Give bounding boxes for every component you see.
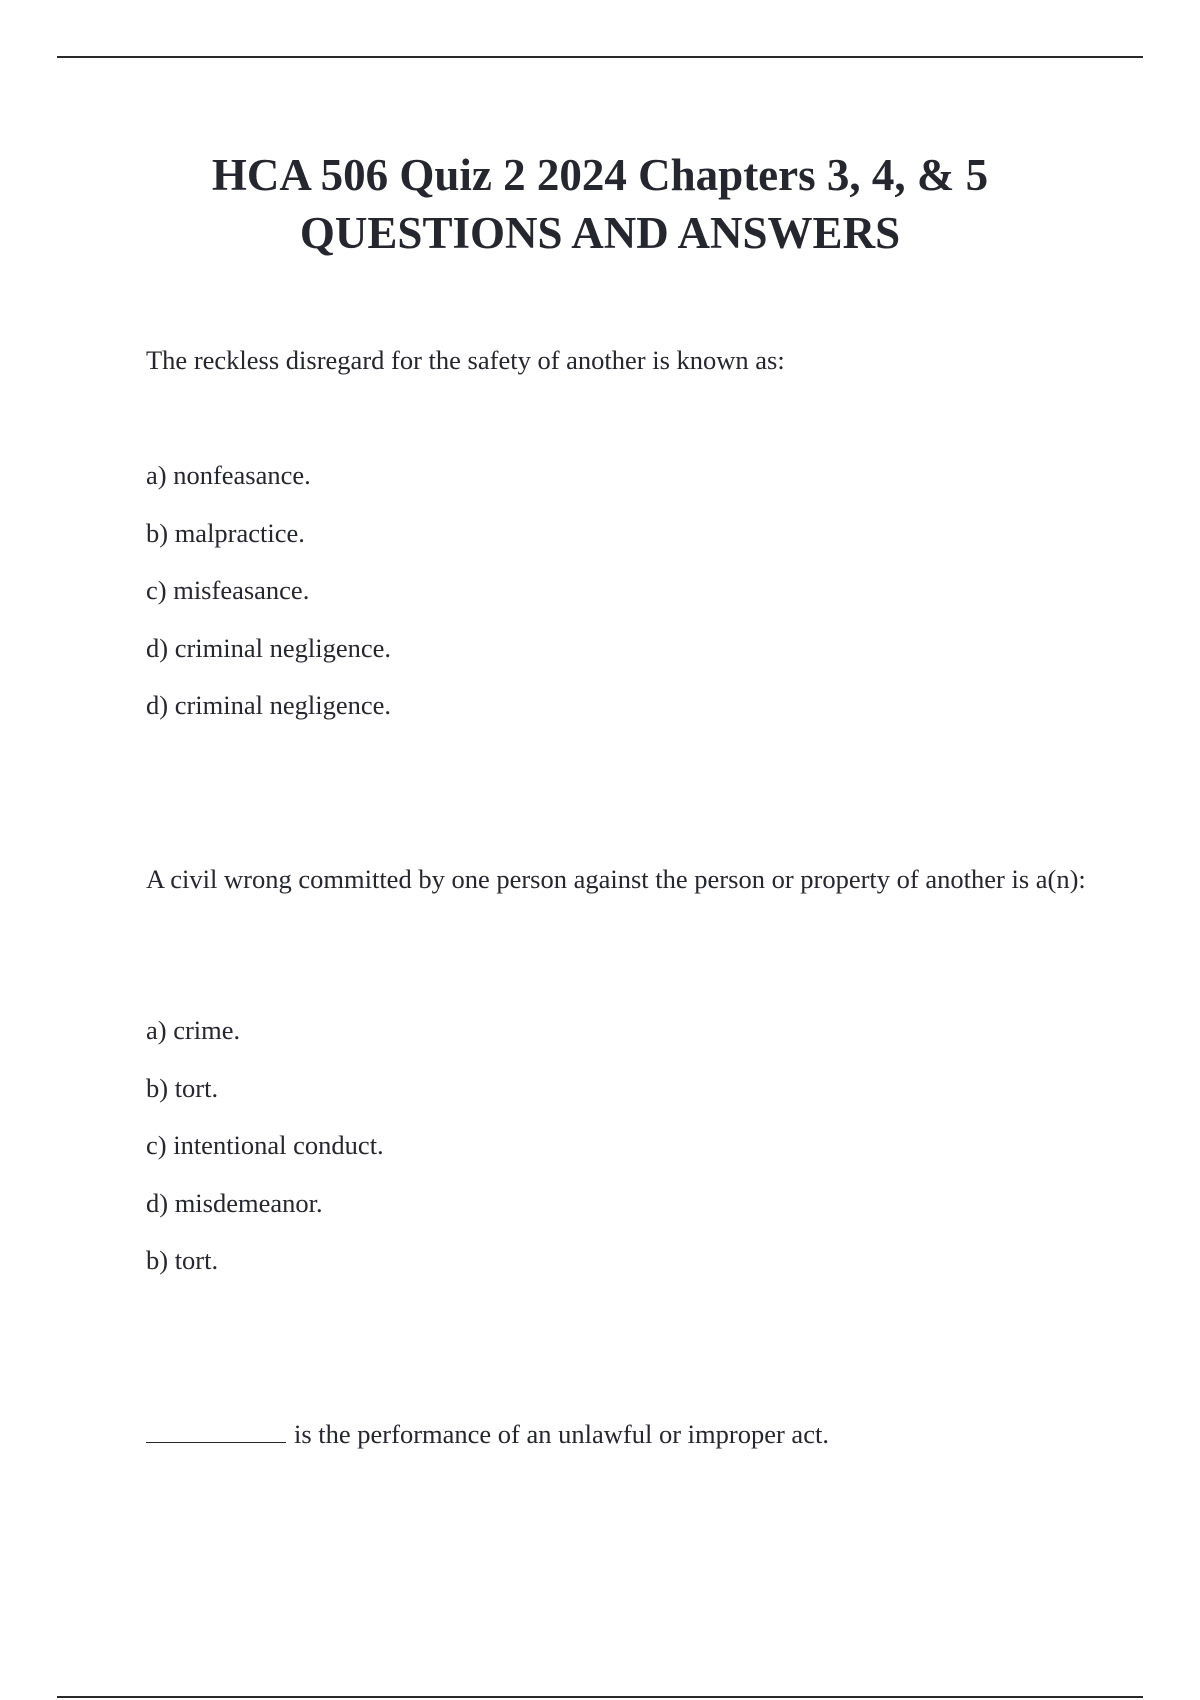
question-2-option-c: c) intentional conduct. — [146, 1130, 384, 1160]
bottom-divider — [57, 1696, 1143, 1698]
document-title — [100, 146, 1100, 262]
question-1-answer: d) criminal negligence. — [146, 690, 392, 720]
question-2-answer: b) tort. — [146, 1245, 219, 1275]
top-divider — [57, 56, 1143, 58]
question-2-option-d: d) misdemeanor. — [146, 1188, 323, 1218]
question-2-prompt: A civil wrong committed by one person against the person or property of another is a(n): — [146, 864, 1086, 894]
question-1-option-c: c) misfeasance. — [146, 575, 310, 605]
fill-in-blank — [146, 1420, 286, 1443]
question-1-option-b: b) malpractice. — [146, 518, 305, 548]
question-2-option-b: b) tort. — [146, 1073, 219, 1103]
question-1-option-d: d) criminal negligence. — [146, 633, 392, 663]
question-3 — [146, 1416, 829, 1452]
question-1-prompt: The reckless disregard for the safety of another is known as: — [146, 345, 785, 375]
title-line-1: HCA 506 Quiz 2 2024 Chapters 3, 4, & 5 — [211, 150, 989, 200]
question-2-option-a: a) crime. — [146, 1015, 241, 1045]
question-3-prompt: is the performance of an unlawful or improper act. — [294, 1419, 829, 1449]
question-1-option-a: a) nonfeasance. — [146, 460, 311, 490]
title-line-2: QUESTIONS AND ANSWERS — [299, 208, 901, 258]
